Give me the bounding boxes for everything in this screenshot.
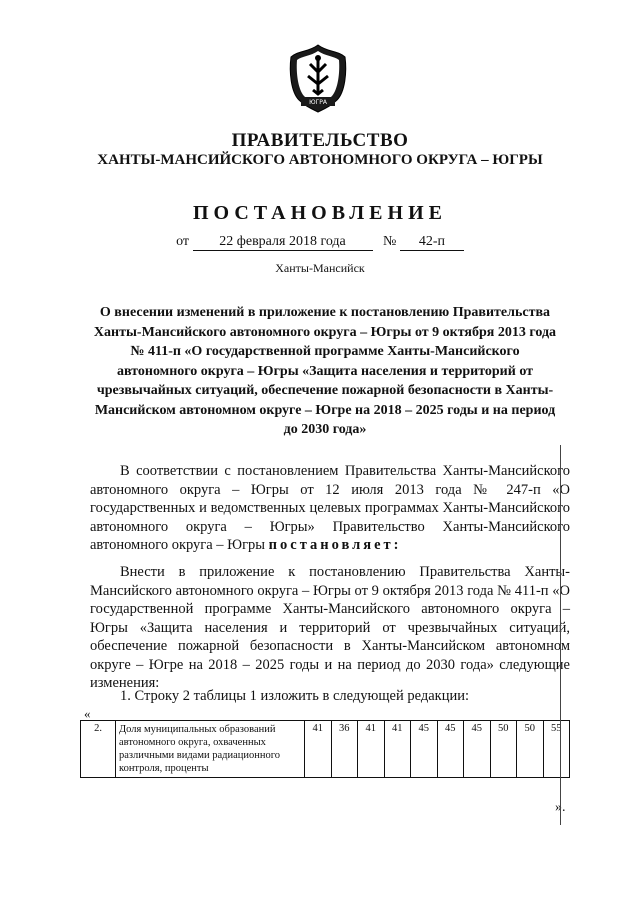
region-title: ХАНТЫ-МАНСИЙСКОГО АВТОНОМНОГО ОКРУГА – ЮГРЫ	[97, 152, 543, 168]
value-cell: 55	[543, 721, 570, 778]
date-number-line	[0, 234, 640, 251]
value-cell: 41	[384, 721, 411, 778]
indicator-description: Доля муниципальных образований автономного округа, охваченных различными видами радиационного контроля, проценты	[116, 721, 305, 778]
quote-close: ».	[555, 800, 566, 815]
number-prefix: №	[383, 234, 397, 249]
date-prefix: от	[176, 234, 190, 249]
government-title: ПРАВИТЕЛЬСТВО	[231, 130, 409, 151]
document-date: 22 февраля 2018 года	[193, 234, 373, 251]
document-number: 42-п	[400, 234, 464, 251]
decree-word: постановляет:	[268, 537, 402, 553]
value-cell: 41	[305, 721, 332, 778]
value-cell: 50	[490, 721, 517, 778]
indicator-table	[80, 720, 570, 778]
table-row	[81, 721, 570, 778]
item-1: 1. Строку 2 таблицы 1 изложить в следующей редакции:	[120, 688, 470, 704]
value-cell: 36	[331, 721, 358, 778]
paragraph-basis-text: В соответствии с постановлением Правительства Ханты-Мансийского автономного округа – Югры от 12 июля 2013 года № 247-п «О государственных и ведомственных целевых программах Ханты-Мансийского автономного округа – Югры» Правительство Ханты-Мансийского автономного округа – Югры	[90, 463, 570, 553]
document-heading: О внесении изменений в приложение к постановлению Правительства Ханты-Мансийского автономного округа – Югры от 9 октября 2013 года № 411-п «О государственной программе Ханты-Мансийского автономного округа – Югры «Защита населения и территорий от чрезвычайных ситуаций, обеспечение пожарной безопасности в Ханты-Мансийском автономном округе – Югре на 2018 – 2025 годы и на период до 2030 года»	[93, 305, 557, 437]
value-cell: 45	[437, 721, 464, 778]
scan-margin-line	[560, 445, 561, 825]
quote-open: «	[84, 706, 91, 721]
value-cell: 50	[517, 721, 544, 778]
paragraph-basis	[90, 462, 570, 555]
document-type: ПОСТАНОВЛЕНИЕ	[193, 202, 447, 224]
row-number: 2.	[81, 721, 116, 778]
value-cell: 45	[411, 721, 438, 778]
paragraph-amendment: Внести в приложение к постановлению Правительства Ханты-Мансийского автономного округа – Югры от 9 октября 2013 года № 411-п «О государственной программе Ханты-Мансийского автономного округа – Югры «Защита населения и территорий от чрезвычайных ситуаций, обеспечение пожарной безопасности в Ханты-Мансийском автономном округе – Югре на 2018 – 2025 годы и на период до 2030 года» следующие изменения:	[90, 564, 570, 691]
value-cell: 45	[464, 721, 491, 778]
value-cell: 41	[358, 721, 385, 778]
city-name: Ханты-Мансийск	[275, 261, 365, 275]
coat-of-arms-emblem	[283, 42, 353, 114]
emblem-caption: ЮГРА	[309, 99, 327, 106]
